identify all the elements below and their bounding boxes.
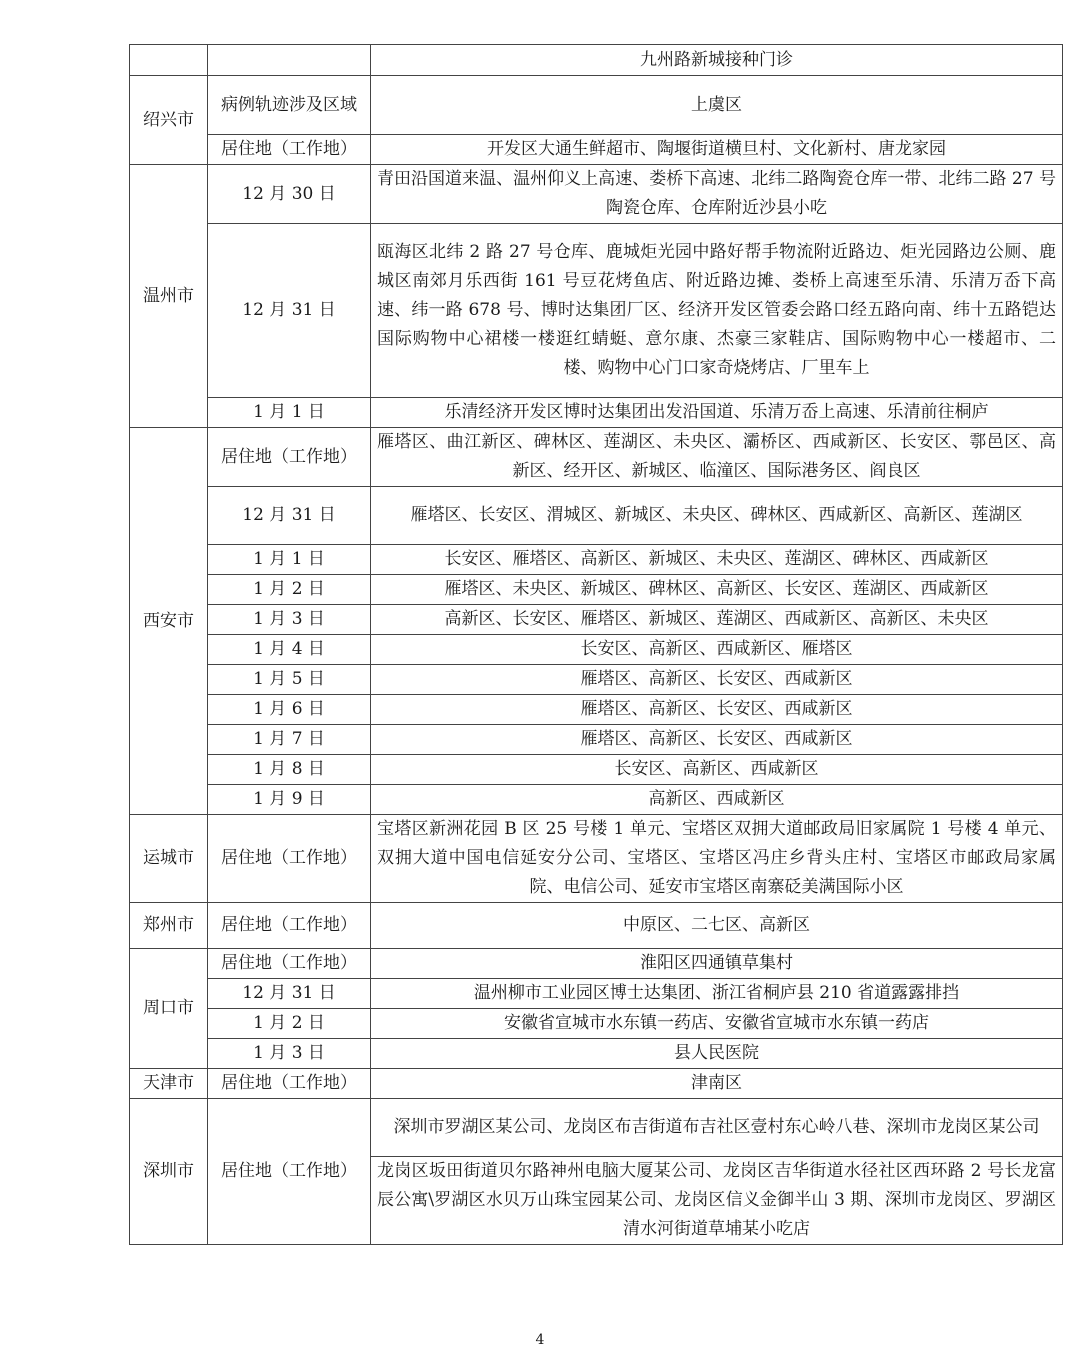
location-cell: 深圳市罗湖区某公司、龙岗区布吉街道布吉社区壹村东心岭八巷、深圳市龙岗区某公司: [371, 1099, 1063, 1157]
location-cell: 瓯海区北纬 2 路 27 号仓库、鹿城炬光园中路好帮手物流附近路边、炬光园路边公厕、鹿城区南郊月乐西街 161 号豆花烤鱼店、附近路边摊、娄桥上高速至乐清、乐清万岙下高速、纬一路 678 号、博时达集团厂区、经济开发区管委会路口经五路向南、纬十五路铠达国际购物中心裙楼一楼逛红蜻蜓、意尔康、杰豪三家鞋店、国际购物中心一楼超市、二楼、购物中心门口家奇烧烤店、厂里车上: [371, 224, 1063, 398]
date-cell: 12 月 31 日: [208, 979, 371, 1009]
date-cell: 1 月 3 日: [208, 605, 371, 635]
location-cell: 长安区、雁塔区、高新区、新城区、未央区、莲湖区、碑林区、西咸新区: [371, 545, 1063, 575]
city-cell-zhoukou: 周口市: [130, 949, 208, 1069]
table-row: [130, 725, 1063, 755]
date-cell: 居住地（工作地）: [208, 903, 371, 949]
location-cell: 上虞区: [371, 76, 1063, 135]
city-cell-yuncheng: 运城市: [130, 815, 208, 903]
date-cell: 12 月 31 日: [208, 487, 371, 545]
city-cell-shenzhen: 深圳市: [130, 1099, 208, 1245]
table-row: [130, 1039, 1063, 1069]
location-cell: 津南区: [371, 1069, 1063, 1099]
date-cell: 1 月 1 日: [208, 398, 371, 428]
table-row: [130, 76, 1063, 135]
date-cell: 1 月 4 日: [208, 635, 371, 665]
city-cell-shaoxing: 绍兴市: [130, 76, 208, 165]
table-row: [130, 979, 1063, 1009]
location-cell: 高新区、西咸新区: [371, 785, 1063, 815]
location-cell: 县人民医院: [371, 1039, 1063, 1069]
location-cell: 龙岗区坂田街道贝尔路神州电脑大厦某公司、龙岗区吉华街道水径社区西环路 2 号长龙富辰公寓\罗湖区水贝万山珠宝园某公司、龙岗区信义金御半山 3 期、深圳市龙岗区、罗湖区清水河街道草埔某小吃店: [371, 1157, 1063, 1245]
location-cell: 九州路新城接种门诊: [371, 45, 1063, 76]
table-row: [130, 487, 1063, 545]
location-cell: 温州柳市工业园区博士达集团、浙江省桐庐县 210 省道露露排挡: [371, 979, 1063, 1009]
location-cell: 雁塔区、高新区、长安区、西咸新区: [371, 665, 1063, 695]
table-row: [130, 545, 1063, 575]
date-cell: 12 月 30 日: [208, 165, 371, 224]
table-row: [130, 135, 1063, 165]
table-row: [130, 635, 1063, 665]
date-cell: 1 月 5 日: [208, 665, 371, 695]
table-row: [130, 575, 1063, 605]
table-row: [130, 785, 1063, 815]
location-cell: 宝塔区新洲花园 B 区 25 号楼 1 单元、宝塔区双拥大道邮政局旧家属院 1 号楼 4 单元、双拥大道中国电信延安分公司、宝塔区、宝塔区冯庄乡背头庄村、宝塔区市邮政局家属院、电信公司、延安市宝塔区南寨砭美满国际小区: [371, 815, 1063, 903]
table-row: [130, 398, 1063, 428]
city-cell-zhengzhou: 郑州市: [130, 903, 208, 949]
location-cell: 雁塔区、曲江新区、碑林区、莲湖区、未央区、灞桥区、西咸新区、长安区、鄠邑区、高新区、经开区、新城区、临潼区、国际港务区、阎良区: [371, 428, 1063, 487]
date-cell: 居住地（工作地）: [208, 1099, 371, 1245]
table-row: [130, 665, 1063, 695]
location-cell: 淮阳区四通镇草集村: [371, 949, 1063, 979]
date-cell: 居住地（工作地）: [208, 135, 371, 165]
location-cell: 长安区、高新区、西咸新区、雁塔区: [371, 635, 1063, 665]
table-row: [130, 1009, 1063, 1039]
date-cell: 1 月 2 日: [208, 575, 371, 605]
table-row: [130, 45, 1063, 76]
location-cell: 乐清经济开发区博时达集团出发沿国道、乐清万岙上高速、乐清前往桐庐: [371, 398, 1063, 428]
date-cell: 1 月 9 日: [208, 785, 371, 815]
page-number: 4: [535, 1332, 545, 1348]
table-row: [130, 605, 1063, 635]
location-cell: 开发区大通生鲜超市、陶堰街道横旦村、文化新村、唐龙家园: [371, 135, 1063, 165]
table-row: [130, 1069, 1063, 1099]
location-cell: 青田沿国道来温、温州仰义上高速、娄桥下高速、北纬二路陶瓷仓库一带、北纬二路 27 号陶瓷仓库、仓库附近沙县小吃: [371, 165, 1063, 224]
table-row: [130, 815, 1063, 903]
column-header-area: 病例轨迹涉及区域: [208, 76, 371, 135]
location-cell: 雁塔区、高新区、长安区、西咸新区: [371, 695, 1063, 725]
table-row: [130, 903, 1063, 949]
table-row: [130, 755, 1063, 785]
date-cell: 1 月 1 日: [208, 545, 371, 575]
table-row: [130, 165, 1063, 224]
city-cell-tianjin: 天津市: [130, 1069, 208, 1099]
date-cell: 居住地（工作地）: [208, 949, 371, 979]
table-row: [130, 1099, 1063, 1157]
location-cell: 安徽省宣城市水东镇一药店、安徽省宣城市水东镇一药店: [371, 1009, 1063, 1039]
table-row: [130, 949, 1063, 979]
trajectory-table: [129, 44, 1063, 1245]
empty-cell: [208, 45, 371, 76]
location-cell: 长安区、高新区、西咸新区: [371, 755, 1063, 785]
date-cell: 1 月 3 日: [208, 1039, 371, 1069]
location-cell: 高新区、长安区、雁塔区、新城区、莲湖区、西咸新区、高新区、未央区: [371, 605, 1063, 635]
empty-cell: [130, 45, 208, 76]
table-row: [130, 428, 1063, 487]
date-cell: 1 月 7 日: [208, 725, 371, 755]
city-cell-xian: 西安市: [130, 428, 208, 815]
date-cell: 居住地（工作地）: [208, 815, 371, 903]
date-cell: 12 月 31 日: [208, 224, 371, 398]
date-cell: 居住地（工作地）: [208, 428, 371, 487]
location-cell: 雁塔区、长安区、渭城区、新城区、未央区、碑林区、西咸新区、高新区、莲湖区: [371, 487, 1063, 545]
table-row: [130, 224, 1063, 398]
table-row: [130, 695, 1063, 725]
date-cell: 1 月 2 日: [208, 1009, 371, 1039]
date-cell: 1 月 6 日: [208, 695, 371, 725]
location-cell: 中原区、二七区、高新区: [371, 903, 1063, 949]
date-cell: 居住地（工作地）: [208, 1069, 371, 1099]
city-cell-wenzhou: 温州市: [130, 165, 208, 428]
location-cell: 雁塔区、未央区、新城区、碑林区、高新区、长安区、莲湖区、西咸新区: [371, 575, 1063, 605]
location-cell: 雁塔区、高新区、长安区、西咸新区: [371, 725, 1063, 755]
date-cell: 1 月 8 日: [208, 755, 371, 785]
